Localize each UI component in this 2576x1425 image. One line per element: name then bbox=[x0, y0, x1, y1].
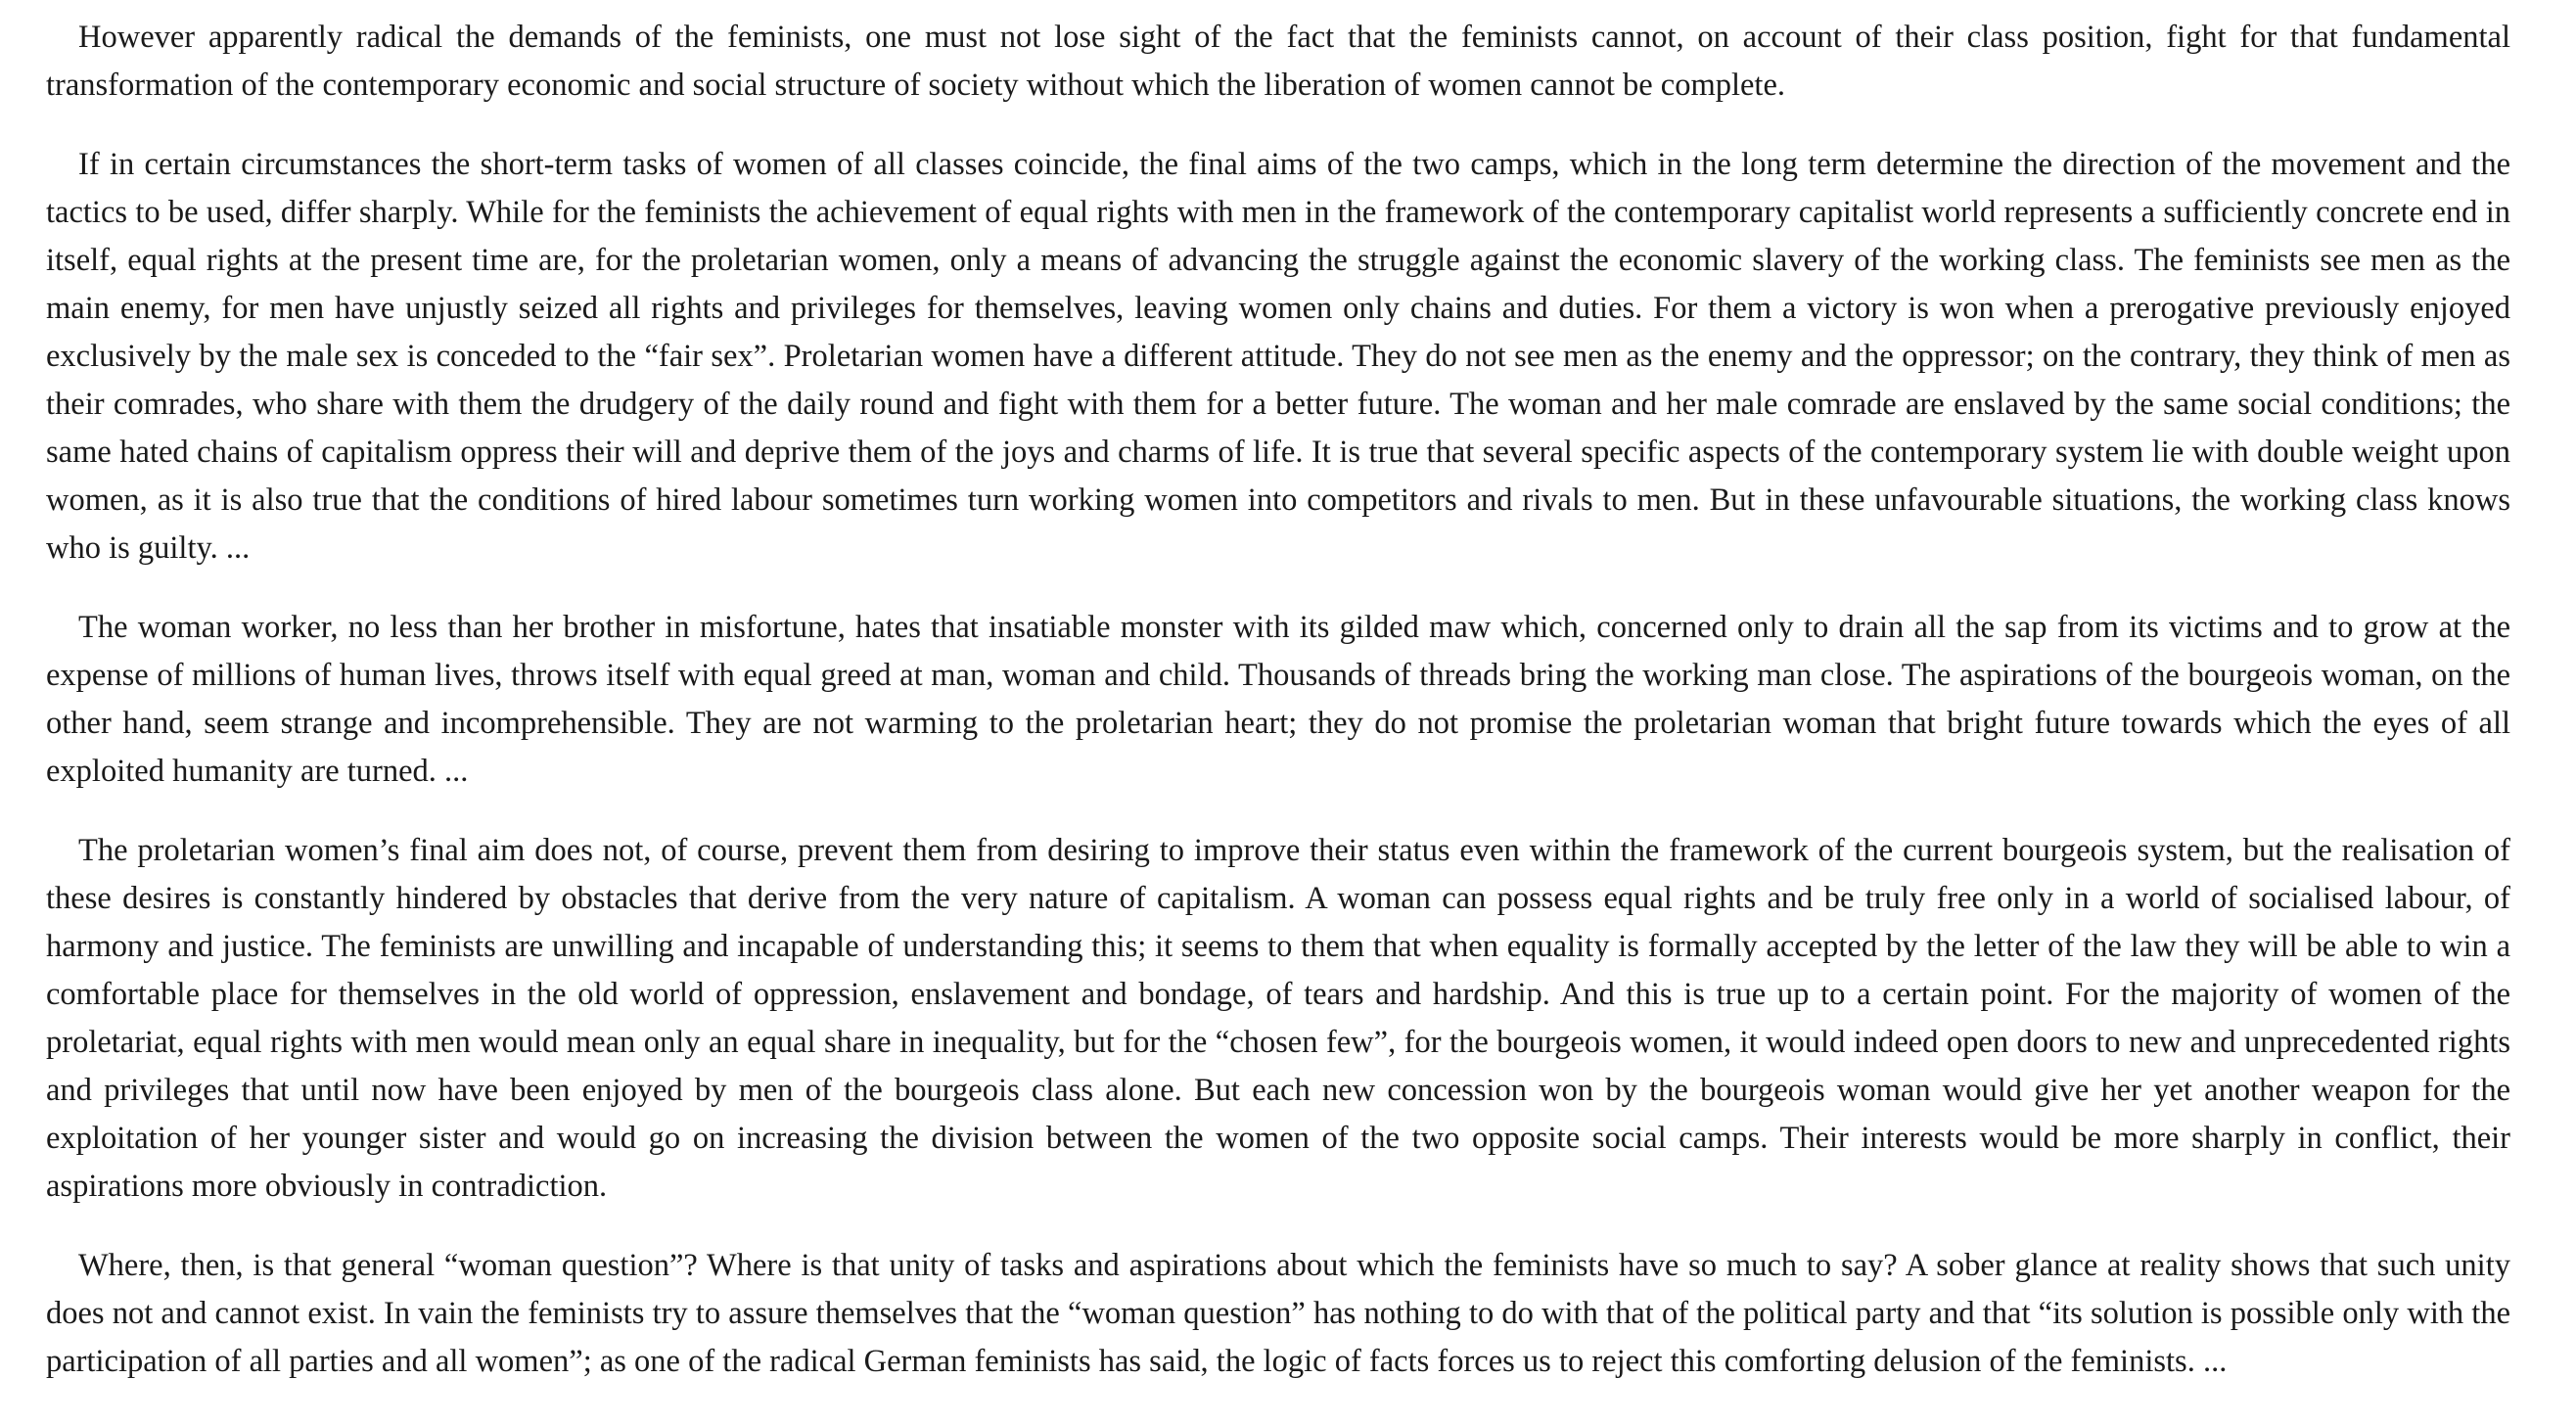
paragraph-4: The proletarian women’s final aim does not, of course, prevent them from desiring to improve their status even within the framework of the current bourgeois system, but the realisation of these desires is constantly hindered by obstacles that derive from the very nature of capitalism. A woman can possess equal rights and be truly free only in a world of socialised labour, of harmony and justice. The feminists are unwilling and incapable of understanding this; it seems to them that when equality is formally accepted by the letter of the law they will be able to win a comfortable place for themselves in the old world of oppression, enslavement and bondage, of tears and hardship. And this is true up to a certain point. For the majority of women of the proletariat, equal rights with men would mean only an equal share in inequality, but for the “chosen few”, for the bourgeois women, it would indeed open doors to new and unprecedented rights and privileges that until now have been enjoyed by men of the bourgeois class alone. But each new concession won by the bourgeois woman would give her yet another weapon for the exploitation of her younger sister and would go on increasing the division between the women of the two opposite social camps. Their interests would be more sharply in conflict, their aspirations more obviously in contradiction. bbox=[46, 833, 2510, 1204]
paragraph-5: Where, then, is that general “woman question”? Where is that unity of tasks and aspirations about which the feminists have so much to say? A sober glance at reality shows that such unity does not and cannot exist. In vain the feminists try to assure themselves that the “woman question” has nothing to do with that of the political party and that “its solution is possible only with the participation of all parties and all women”; as one of the radical German feminists has said, the logic of facts forces us to reject this comforting delusion of the feminists. ... bbox=[46, 1248, 2510, 1379]
paragraph-2: If in certain circumstances the short-term tasks of women of all classes coincide, the final aims of the two camps, which in the long term determine the direction of the movement and the tactics to be used, differ sharply. While for the feminists the achievement of equal rights with men in the framework of the contemporary capitalist world represents a sufficiently concrete end in itself, equal rights at the present time are, for the proletarian women, only a means of advancing the struggle against the economic slavery of the working class. The feminists see men as the main enemy, for men have unjustly seized all rights and privileges for themselves, leaving women only chains and duties. For them a victory is won when a prerogative previously enjoyed exclusively by the male sex is conceded to the “fair sex”. Proletarian women have a different attitude. They do not see men as the enemy and the oppressor; on the contrary, they think of men as their comrades, who share with them the drudgery of the daily round and fight with them for a better future. The woman and her male comrade are enslaved by the same social conditions; the same hated chains of capitalism oppress their will and deprive them of the joys and charms of life. It is true that several specific aspects of the contemporary system lie with double weight upon women, as it is also true that the conditions of hired labour sometimes turn working women into competitors and rivals to men. But in these unfavourable situations, the working class knows who is guilty. ... bbox=[46, 147, 2510, 566]
paragraph-3: The woman worker, no less than her brother in misfortune, hates that insatiable monster with its gilded maw which, concerned only to drain all the sap from its victims and to grow at the expense of millions of human lives, throws itself with equal greed at man, woman and child. Thousands of threads bring the working man close. The aspirations of the bourgeois woman, on the other hand, seem strange and incomprehensible. They are not warming to the proletarian heart; they do not promise the proletarian woman that bright future towards which the eyes of all exploited humanity are turned. ... bbox=[46, 610, 2510, 789]
paragraph-1: However apparently radical the demands of the feminists, one must not lose sight of the fact that the feminists cannot, on account of their class position, fight for that fundamental transformation of the contemporary economic and social structure of society without which the liberation of women cannot be complete. bbox=[46, 20, 2510, 103]
